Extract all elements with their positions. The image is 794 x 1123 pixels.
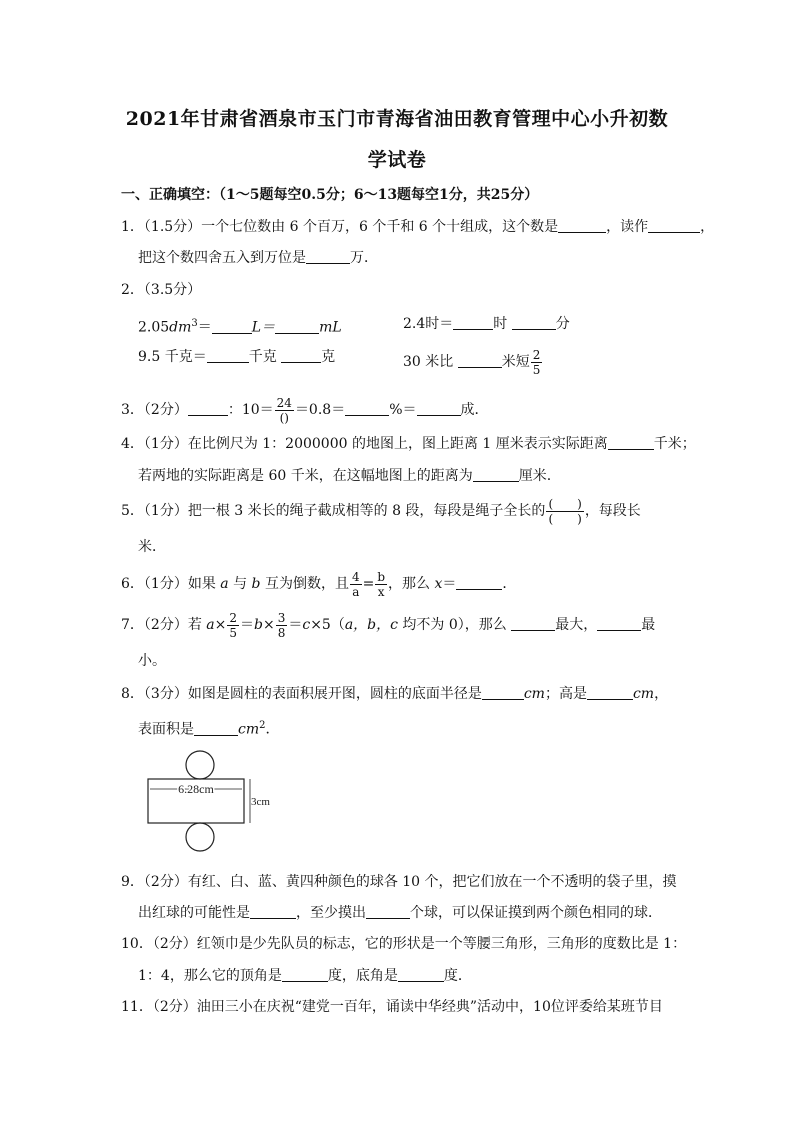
q10-text: 度． (443, 968, 472, 984)
q4-blank-1[interactable] (608, 435, 654, 450)
q2-text: 时 (493, 316, 508, 332)
q7-fraction-1: $\frac{2}{5}$ (229, 610, 237, 640)
q7-var: a (206, 617, 215, 633)
q1-blank-number[interactable] (558, 218, 606, 233)
section-heading: 一、正确填空：（1～5题每空0.5分；6～13题每空1分，共25分） (121, 187, 539, 203)
q5-text: ，每段长 (584, 503, 641, 519)
q5-text: 5．（1分）把一根 3 米长的绳子截成相等的 8 段，每段是绳子全长的 (121, 503, 546, 519)
q8-text: ， (654, 686, 669, 702)
q1-text: ， (700, 219, 715, 235)
q7-text: 最 (641, 617, 656, 633)
q9-text: 个球，可以保证摸到两个颜色相同的球． (410, 905, 662, 921)
question-5-line2 (138, 537, 166, 557)
q6-fraction-1: $\frac{4}{a}$ (351, 569, 360, 599)
q1-text: 1．（1.5分）一个七位数由 6 个百万，6 个千和 6 个十组成，这个数是 (121, 219, 559, 235)
question-4-line2 (138, 466, 551, 486)
question-1-line2 (138, 248, 378, 268)
q8-blank-area[interactable] (194, 721, 238, 736)
q10-blank-base[interactable] (398, 967, 444, 982)
q4-text: 厘米. (518, 468, 552, 484)
question-10-line1 (121, 934, 686, 954)
q8-blank-radius[interactable] (482, 685, 524, 700)
question-2-line3 (138, 347, 335, 367)
q3-blank-3[interactable] (417, 401, 461, 416)
q8-text: 8．（3分）如图是圆柱的表面积展开图，圆柱的底面半径是 (121, 686, 482, 702)
question-9-line2 (138, 903, 662, 923)
q7-text: ＝ (288, 617, 303, 633)
q2-blank-hour[interactable] (453, 315, 493, 330)
q3-text: ＝0.8＝ (294, 402, 346, 418)
q7-text: ×5（ (310, 617, 345, 633)
q6-text: 6．（1分）如果 (121, 576, 221, 592)
q8-text: ． (265, 721, 280, 738)
question-11-line1 (121, 997, 663, 1017)
q6-text: 互为倒数，且 (260, 576, 349, 592)
q2-unit: dm (169, 319, 192, 336)
q2-text: 2.4时＝ (403, 316, 454, 332)
q7-text: 均不为 0），那么 (397, 617, 507, 633)
q2-text: 2.05 (138, 319, 170, 336)
question-7-line1 (121, 607, 655, 643)
q2-blank-l[interactable] (212, 319, 252, 334)
question-10-line2 (138, 966, 472, 986)
question-8-line1 (121, 684, 668, 704)
q5-text: 米． (138, 539, 166, 555)
q2-text: 30 米比 (403, 354, 454, 370)
q7-text: 小。 (138, 653, 166, 669)
q3-blank-2[interactable] (345, 401, 389, 416)
q7-text: × (214, 617, 227, 633)
q8-unit: cm (523, 686, 545, 702)
q3-text: 3．（2分） (121, 402, 188, 418)
q8-exponent: 2 (259, 720, 266, 731)
question-8-line2 (138, 716, 280, 740)
q5-fraction-blank[interactable]: $\frac{( )}{( )}$ (548, 496, 582, 526)
q9-blank-probability[interactable] (250, 904, 296, 919)
q6-fraction-2: $\frac{b}{x}$ (377, 569, 386, 599)
page-title-line2: 学试卷 (367, 149, 427, 171)
q3-text: ：10＝ (227, 402, 274, 418)
width-label: 6.28cm (178, 782, 214, 796)
q2-unit: mL (319, 319, 342, 336)
q1-text: ，读作 (606, 219, 649, 235)
q4-blank-2[interactable] (473, 467, 519, 482)
q1-blank-round[interactable] (306, 249, 350, 264)
q2-exponent: 3 (191, 318, 198, 329)
q9-text: 9．（2分）有红、白、蓝、黄四种颜色的球各 10 个，把它们放在一个不透明的袋子里，摸 (121, 874, 677, 890)
q3-fraction: $\frac{24}{()}$ (276, 395, 292, 425)
q2-fraction: $\frac{2}{5}$ (532, 347, 541, 377)
q7-text: 最大， (555, 617, 598, 633)
q6-blank[interactable] (456, 575, 502, 590)
q8-unit: cm (238, 721, 260, 738)
q2-text: 千克 (248, 349, 277, 365)
q4-text: 若两地的实际距离是 60 千米，在这幅地图上的距离为 (138, 468, 473, 484)
q2-text: 分 (555, 316, 570, 332)
q6-text: ，那么 (388, 576, 435, 592)
question-9-line1 (121, 872, 677, 892)
question-3 (121, 393, 489, 427)
cylinder-net-figure (140, 745, 272, 855)
q2-text: ＝ (197, 319, 212, 336)
question-7-line2 (138, 651, 166, 671)
q4-text: 4．（1分）在比例尺为 1：2000000 的地图上，图上距离 1 厘米表示实际距离 (121, 436, 608, 452)
question-1-line1 (121, 217, 714, 237)
q6-text: ＝ (442, 576, 457, 592)
q2-blank-meter[interactable] (458, 353, 502, 368)
q10-blank-apex[interactable] (282, 967, 328, 982)
question-2-line2 (403, 314, 570, 334)
q2-text: 克 (321, 349, 336, 365)
q2-text: 9.5 千克＝ (138, 349, 207, 365)
question-4-line1 (121, 434, 696, 454)
bottom-circle (186, 823, 214, 851)
page-title-line1: 2021年甘肃省酒泉市玉门市青海省油田教育管理中心小升初数 (125, 108, 669, 130)
q6-text: = (362, 576, 375, 592)
q10-text: 10．（2分）红领巾是少先队员的标志，它的形状是一个等腰三角形，三角形的度数比是 1： (121, 936, 687, 952)
q7-var: c (302, 617, 311, 633)
q1-blank-read[interactable] (648, 218, 700, 233)
q8-blank-height[interactable] (587, 685, 633, 700)
question-2-line4 (403, 345, 543, 379)
q7-var: b (254, 617, 263, 633)
q3-blank-1[interactable] (188, 401, 228, 416)
q10-text: 1：4，那么它的顶角是 (138, 968, 282, 984)
q4-text: 千米； (653, 436, 696, 452)
q8-text: 表面积是 (138, 721, 194, 738)
q7-text: ＝ (240, 617, 254, 633)
q7-fraction-2: $\frac{3}{8}$ (277, 610, 286, 640)
q1-text: 万． (350, 250, 378, 266)
q7-blank-max[interactable] (511, 616, 555, 631)
q8-unit: cm (632, 686, 655, 702)
question-2-head: 2．（3.5分） (121, 282, 202, 298)
q9-blank-count[interactable] (366, 904, 410, 919)
q9-text: 出红球的可能性是 (138, 905, 250, 921)
q6-var: x (434, 576, 443, 592)
q9-text: ，至少摸出 (296, 905, 366, 921)
q7-var: a，b，c (344, 617, 398, 633)
q7-text: × (262, 617, 275, 633)
q2-blank-g[interactable] (281, 348, 321, 363)
q7-blank-min[interactable] (597, 616, 641, 631)
q6-text: 与 (228, 576, 252, 592)
q11-text: 11．（2分）油田三小在庆祝“建党一百年，诵读中华经典”活动中，10位评委给某班节目 (121, 999, 663, 1015)
q1-text: 把这个数四舍五入到万位是 (138, 250, 306, 266)
q6-var: b (251, 576, 261, 592)
q2-text: L＝ (251, 319, 276, 336)
q3-text: 成． (460, 402, 489, 418)
q10-text: 度，底角是 (327, 968, 398, 984)
q2-blank-kg[interactable] (207, 348, 249, 363)
question-6 (121, 566, 516, 602)
question-5-line1 (121, 493, 641, 529)
q6-text: ． (502, 576, 517, 592)
height-label: 3cm (251, 796, 270, 808)
q2-blank-minute[interactable] (512, 315, 556, 330)
top-circle (186, 751, 214, 779)
q2-text: 米短 (501, 354, 530, 370)
q2-blank-ml[interactable] (275, 319, 319, 334)
question-2-line1 (138, 314, 342, 338)
q7-text: 7．（2分）若 (121, 617, 207, 633)
q3-text: %＝ (389, 402, 417, 418)
q8-text: ；高是 (544, 686, 587, 702)
q6-var: a (220, 576, 229, 592)
